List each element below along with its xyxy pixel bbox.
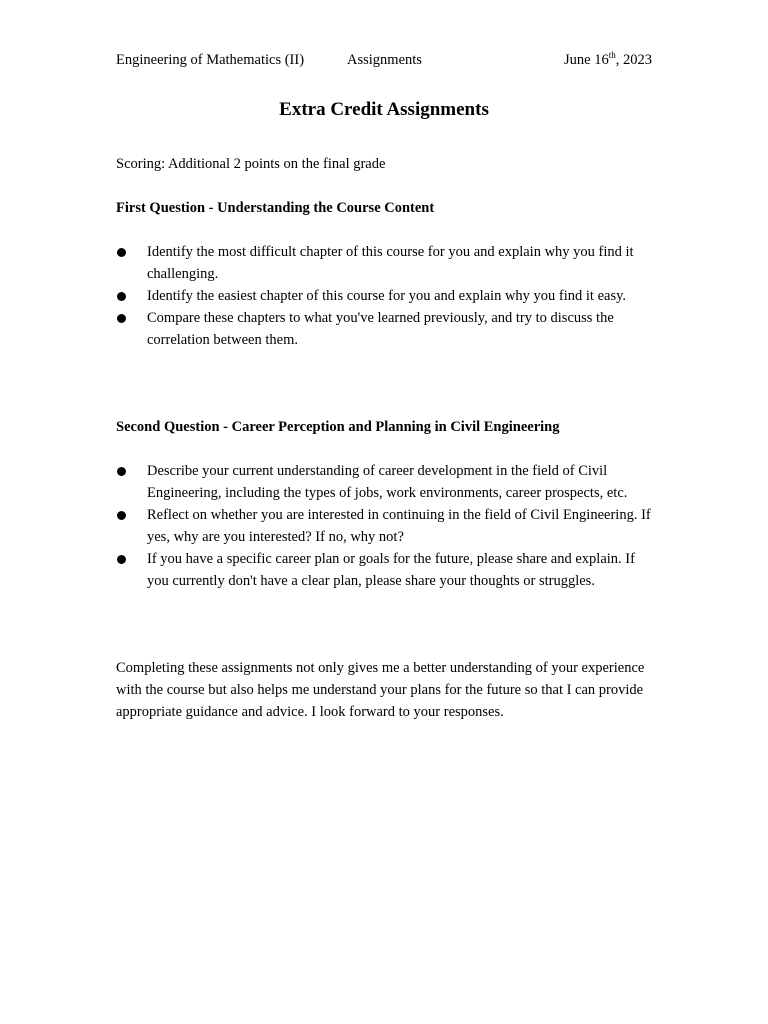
question2-list <box>116 460 656 592</box>
bullet-icon <box>117 314 126 323</box>
scoring-line: Scoring: Additional 2 points on the final grade <box>116 156 386 172</box>
question1-list <box>116 241 656 351</box>
bullet-icon <box>117 555 126 564</box>
question2-heading: Second Question - Career Perception and Planning in Civil Engineering <box>116 419 560 435</box>
list-item-text: Reflect on whether you are interested in continuing in the field of Civil Engineering. If yes, why are you interested? If no, why not? <box>147 507 651 545</box>
document-title: Extra Credit Assignments <box>279 99 489 120</box>
list-item <box>116 285 656 307</box>
date-year: , 2023 <box>615 52 652 68</box>
list-item-text: If you have a specific career plan or goals for the future, please share and explain. If you currently don't have a clear plan, please share your thoughts or struggles. <box>147 551 635 589</box>
course-name: Engineering of Mathematics (II) <box>116 52 305 68</box>
bullet-icon <box>117 292 126 301</box>
page-header <box>116 49 652 71</box>
list-item <box>116 307 656 351</box>
list-item-text: Describe your current understanding of career development in the field of Civil Engineering, including the types of jobs, work environments, career prospects, etc. <box>147 463 628 501</box>
closing-paragraph: Completing these assignments not only gives me a better understanding of your experience with the course but also helps me understand your plans for the future so that I can provide appropriate guidance and advice. I look forward to your responses. <box>116 660 645 720</box>
question1-heading: First Question - Understanding the Course Content <box>116 200 435 216</box>
list-item-text: Identify the easiest chapter of this course for you and explain why you find it easy. <box>147 288 627 304</box>
date-day: June 16 <box>564 52 609 68</box>
list-item-text: Compare these chapters to what you've learned previously, and try to discuss the correlation between them. <box>147 310 614 348</box>
list-item-text: Identify the most difficult chapter of this course for you and explain why you find it challenging. <box>147 244 634 282</box>
list-item <box>116 548 656 592</box>
list-item <box>116 241 656 285</box>
list-item <box>116 460 656 504</box>
bullet-icon <box>117 467 126 476</box>
list-item <box>116 504 656 548</box>
date-ordinal: th <box>608 50 616 60</box>
section-label: Assignments <box>347 52 422 68</box>
bullet-icon <box>117 248 126 257</box>
bullet-icon <box>117 511 126 520</box>
header-date <box>564 49 652 71</box>
